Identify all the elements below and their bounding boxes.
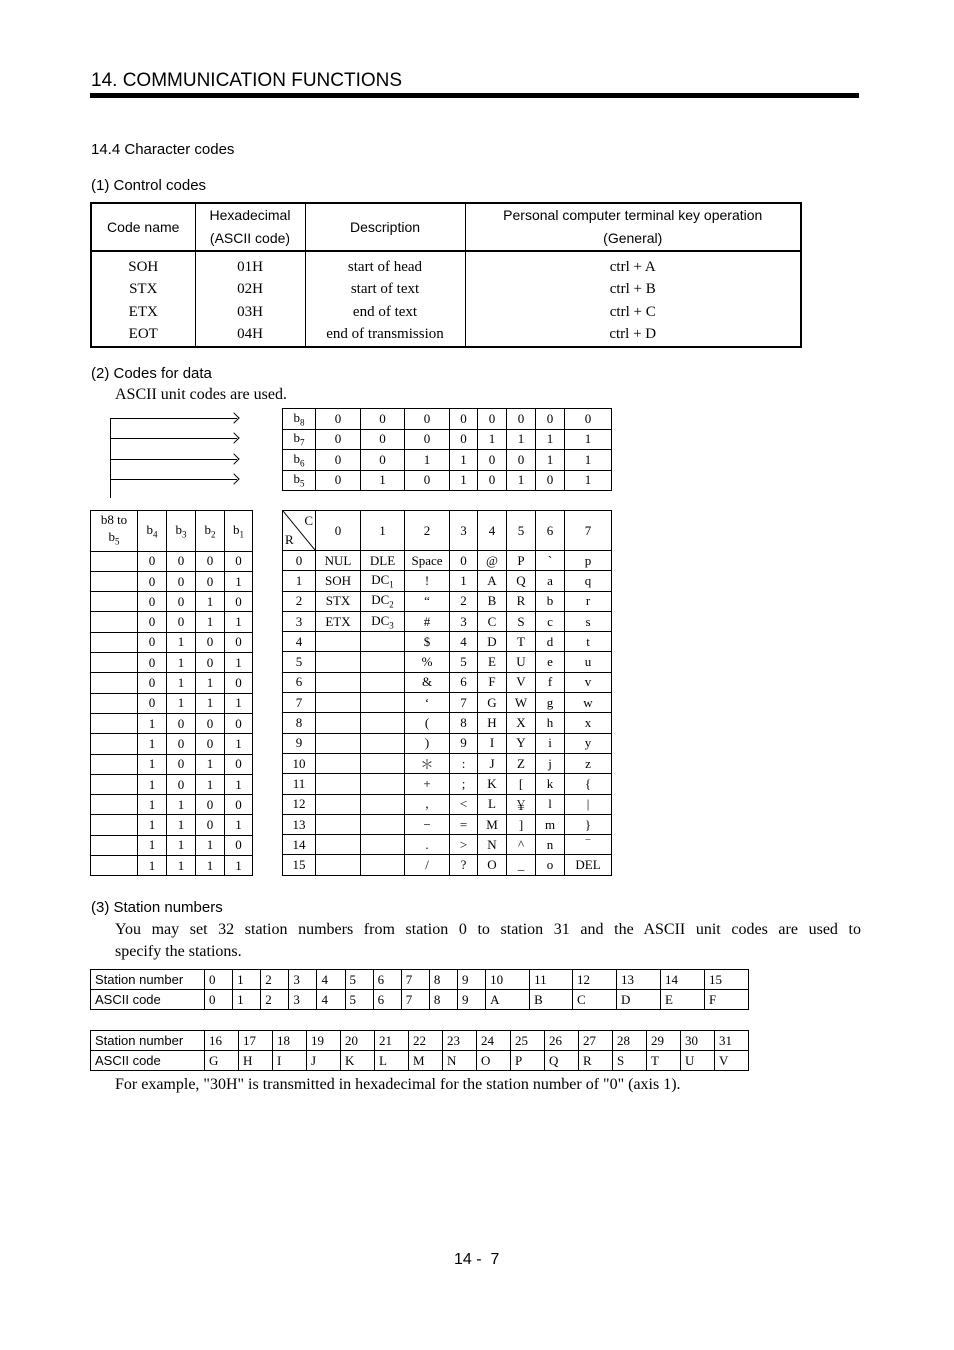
control-codes-table — [90, 202, 802, 348]
control-codes-heading: (1) Control codes — [91, 177, 207, 194]
chapter-title: 14. COMMUNICATION FUNCTIONS — [91, 70, 403, 91]
char-col-header: 1 — [361, 511, 405, 551]
char-col-header: 3 — [450, 511, 478, 551]
table-row: 15 / ? O _ o DEL — [283, 855, 612, 875]
station-number-row: Station number 16 17 18 19 20 21 22 23 24 25 26 27 28 29 30 31 — [91, 1031, 749, 1051]
table-row: 1 1 1 0 — [91, 835, 253, 855]
ascii-code-row: ASCII code G H I J K L M N O P Q R S T U V — [91, 1051, 749, 1071]
table-row: 1 SOH $DC_1$ ! 1 A Q a q — [283, 571, 612, 591]
low-bits-header-row — [91, 511, 253, 552]
char-col-header: 5 — [507, 511, 536, 551]
table-row: 0 0 1 1 — [91, 612, 253, 632]
table-row: STX 02H start of text ctrl + B — [91, 278, 801, 301]
table-row: 11 + ; K [ k { — [283, 774, 612, 794]
station-example: For example, "30H" is transmitted in hexadecimal for the station number of "0" (axis 1). — [115, 1076, 681, 1093]
char-header-row — [283, 511, 612, 551]
station-intro-line1: You may set 32 station numbers from station 0 to station 31 and the ASCII unit codes are used to — [115, 921, 861, 938]
bit-label: 8 — [300, 417, 305, 428]
table-row: 1 1 0 0 — [91, 795, 253, 815]
low-bits-table — [90, 510, 253, 876]
table-row: 1 0 1 0 — [91, 754, 253, 774]
table-row: EOT 04H end of transmission ctrl + D — [91, 323, 801, 347]
table-row: 0 1 0 0 — [91, 632, 253, 652]
table-row: 0 1 1 0 — [91, 673, 253, 693]
arrow-stem — [110, 418, 111, 498]
bit-col-header: $b_1$ — [225, 511, 253, 552]
data-codes-heading: (2) Codes for data — [91, 365, 212, 382]
station-intro-line2: specify the stations. — [115, 943, 242, 960]
table-row: 9 ) 9 I Y i y — [283, 733, 612, 753]
ascii-code-row: ASCII code 0 1 2 3 4 5 6 7 8 9 A B C D E F — [91, 990, 749, 1010]
col-key-operation: Personal computer terminal key operation (General) — [465, 203, 801, 251]
bit-label: 7 — [300, 438, 305, 449]
table-row: 7 ‘ 7 G W g w — [283, 693, 612, 713]
table-row: 0 NUL DLE Space 0 @ P ` p — [283, 551, 612, 571]
table-row: 1 0 0 1 — [91, 734, 253, 754]
ascii-char-table — [282, 510, 612, 876]
station-table-2 — [90, 1030, 749, 1071]
range-header: b8 to $b_5$ — [91, 511, 138, 552]
table-row: 2 STX $DC_2$ “ 2 B R b r — [283, 591, 612, 611]
station-numbers-heading: (3) Station numbers — [91, 899, 223, 916]
header-rule — [90, 93, 859, 98]
table-row: SOH 01H start of head ctrl + A — [91, 251, 801, 278]
table-row: 0 0 0 1 — [91, 571, 253, 591]
arrow-b7-icon — [110, 438, 237, 439]
char-col-header: 4 — [478, 511, 507, 551]
table-row: 12 , < L ￥ l | — [283, 794, 612, 814]
section-title: 14.4 Character codes — [91, 141, 235, 158]
arrow-b5-icon — [110, 479, 237, 480]
table-row: 6 & 6 F V f v — [283, 672, 612, 692]
char-col-header: 2 — [405, 511, 450, 551]
page-number: 14 - 7 — [454, 1251, 500, 1268]
station-number-row: Station number 0 1 2 3 4 5 6 7 8 9 10 11 12 13 14 15 — [91, 970, 749, 990]
table-row: 1 1 0 1 — [91, 815, 253, 835]
table-row: 5 % 5 E U e u — [283, 652, 612, 672]
bit-header-table — [282, 408, 612, 491]
table-row: 0 1 1 1 — [91, 693, 253, 713]
table-row: 1 1 1 1 — [91, 856, 253, 876]
table-row: 13 − = M ] m } — [283, 814, 612, 834]
table-row: 1 0 1 1 — [91, 774, 253, 794]
bit-row-b8: $b_8$ 0 0 0 0 0 0 0 0 — [283, 409, 612, 430]
bit-col-header: $b_3$ — [167, 511, 196, 552]
control-codes-header-row — [91, 203, 801, 251]
table-row: ETX 03H end of text ctrl + C — [91, 301, 801, 324]
char-col-header: 6 — [536, 511, 565, 551]
table-row: 4 $ 4 D T d t — [283, 632, 612, 652]
arrow-b6-icon — [110, 459, 237, 460]
bit-row-b5: $b_5$ 0 1 0 1 0 1 0 1 — [283, 470, 612, 491]
table-row: 0 0 0 0 — [91, 551, 253, 571]
bit-label: 6 — [300, 458, 305, 469]
col-description: Description — [305, 203, 465, 251]
cr-corner: C R — [283, 511, 316, 551]
table-row: 14 . > N ^ n ‾ — [283, 835, 612, 855]
arrow-b8-icon — [110, 418, 237, 419]
char-col-header: 0 — [316, 511, 361, 551]
bit-row-b6: $b_6$ 0 0 1 1 0 0 1 1 — [283, 450, 612, 471]
table-row: 1 0 0 0 — [91, 713, 253, 733]
bit-col-header: $b_2$ — [196, 511, 225, 552]
bit-col-header: $b_4$ — [138, 511, 167, 552]
table-row: 3 ETX $DC_3$ # 3 C S c s — [283, 611, 612, 631]
col-code-name: Code name — [91, 203, 195, 251]
table-row: 0 1 0 1 — [91, 653, 253, 673]
char-col-header: 7 — [565, 511, 612, 551]
col-hexadecimal: Hexadecimal (ASCII code) — [195, 203, 305, 251]
station-table-1 — [90, 969, 749, 1010]
bit-label: 5 — [300, 479, 305, 490]
table-row: 0 0 1 0 — [91, 592, 253, 612]
table-row: 8 ( 8 H X h x — [283, 713, 612, 733]
table-row: 10 ＊ : J Z j z — [283, 753, 612, 773]
data-codes-intro: ASCII unit codes are used. — [115, 386, 287, 403]
bit-row-b7: $b_7$ 0 0 0 0 1 1 1 1 — [283, 429, 612, 450]
